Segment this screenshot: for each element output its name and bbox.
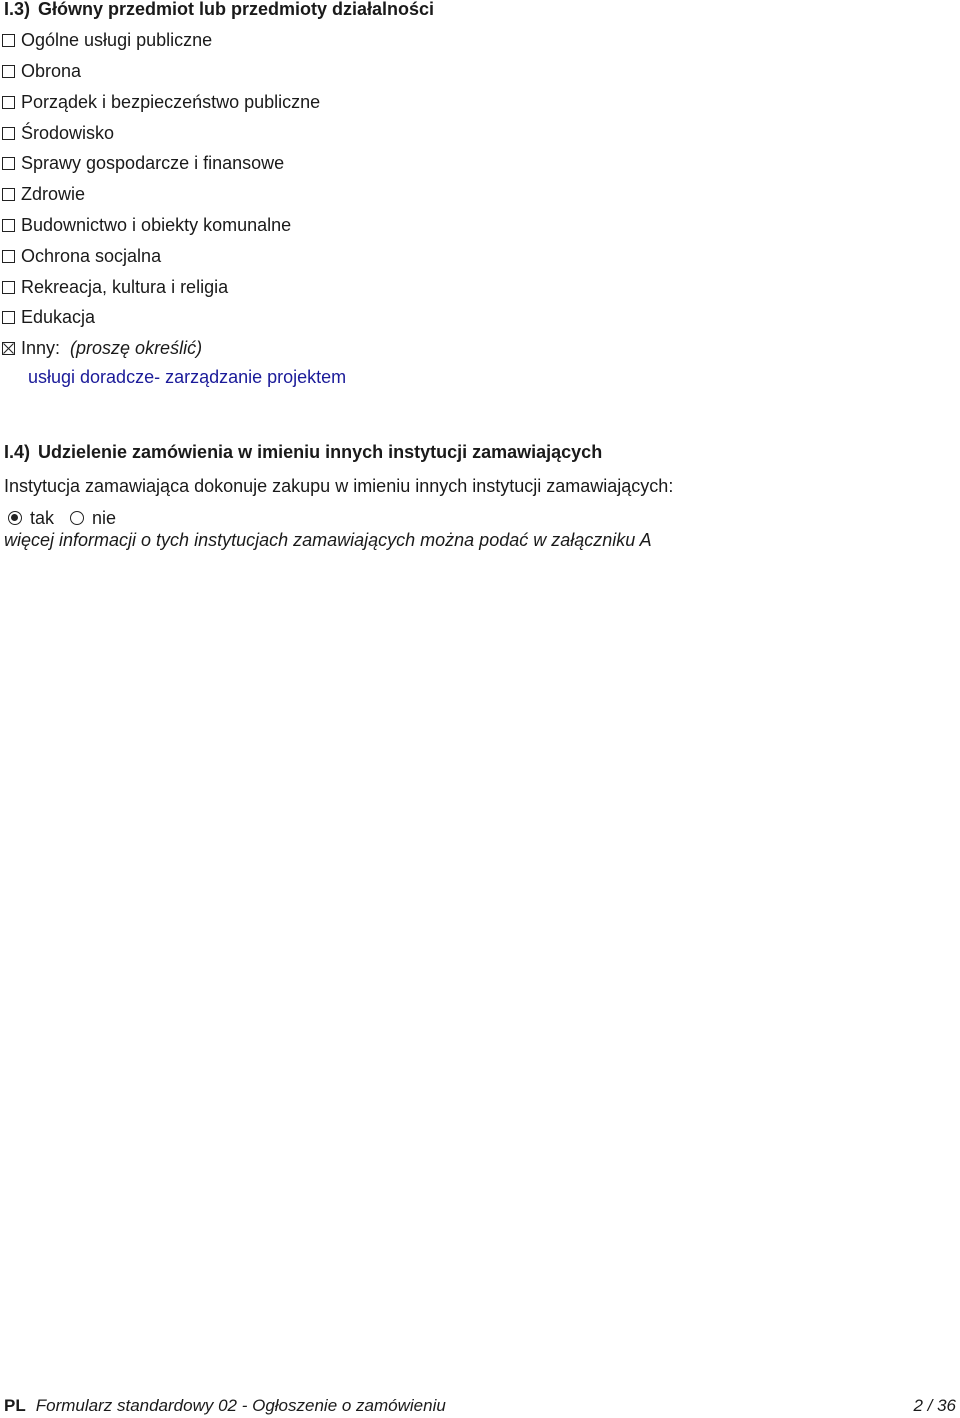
radio-empty-icon[interactable]	[70, 511, 84, 525]
activity-option-social-protection[interactable]	[2, 244, 161, 268]
radio-selected-icon[interactable]	[8, 511, 22, 525]
option-label: Sprawy gospodarcze i finansowe	[21, 152, 285, 173]
option-label: Obrona	[21, 60, 82, 81]
activity-option-public-order[interactable]	[2, 90, 320, 114]
activity-option-housing[interactable]	[2, 213, 291, 237]
checkbox-empty-icon[interactable]	[2, 281, 15, 294]
option-label: Rekreacja, kultura i religia	[21, 276, 229, 297]
cross-mark-icon	[2, 342, 15, 355]
option-label: Inny:	[21, 337, 61, 358]
activity-option-economic-affairs[interactable]	[2, 151, 284, 175]
activity-option-defence[interactable]	[2, 59, 81, 83]
option-label: Ogólne usługi publiczne	[21, 29, 213, 50]
activity-option-environment[interactable]	[2, 121, 114, 145]
section-i3-title	[4, 0, 434, 20]
annex-note: więcej informacji o tych instytucjach zamawiających można podać w załączniku A	[4, 530, 652, 550]
joint-procurement-question: Instytucja zamawiająca dokonuje zakupu w imieniu innych instytucji zamawiających:	[4, 476, 674, 496]
option-label: Środowisko	[21, 122, 115, 143]
activity-option-health[interactable]	[2, 182, 85, 206]
section-number: I.4)	[4, 442, 31, 462]
section-number: I.3)	[4, 0, 31, 19]
checkbox-empty-icon[interactable]	[2, 127, 15, 140]
other-activity-value: usługi doradcze- zarządzanie projektem	[28, 367, 347, 387]
checkbox-empty-icon[interactable]	[2, 65, 15, 78]
checkbox-empty-icon[interactable]	[2, 311, 15, 324]
footer-language: PL	[4, 1396, 26, 1415]
section-title-text: Udzielenie zamówienia w imieniu innych instytucji zamawiających	[38, 442, 603, 462]
section-title-text: Główny przedmiot lub przedmioty działalności	[38, 0, 435, 19]
activity-option-education[interactable]	[2, 305, 95, 329]
joint-procurement-radio-group	[8, 507, 132, 529]
footer-page-number: 2 / 36	[913, 1396, 956, 1415]
checkbox-empty-icon[interactable]	[2, 219, 15, 232]
activity-option-recreation[interactable]	[2, 275, 228, 299]
radio-label-yes[interactable]: tak	[30, 507, 55, 528]
activity-option-general-public-services[interactable]	[2, 28, 212, 52]
option-label: Porządek i bezpieczeństwo publiczne	[21, 91, 321, 112]
option-label: Zdrowie	[21, 183, 86, 204]
page-footer	[4, 1396, 956, 1416]
option-label: Ochrona socjalna	[21, 245, 162, 266]
activity-option-other[interactable]	[2, 336, 202, 360]
checkbox-empty-icon[interactable]	[2, 188, 15, 201]
option-label: Budownictwo i obiekty komunalne	[21, 214, 292, 235]
checkbox-empty-icon[interactable]	[2, 157, 15, 170]
checkbox-checked-icon[interactable]	[2, 342, 15, 355]
checkbox-empty-icon[interactable]	[2, 34, 15, 47]
other-specify-hint: (proszę określić)	[70, 337, 203, 358]
radio-label-no[interactable]: nie	[92, 507, 117, 528]
checkbox-empty-icon[interactable]	[2, 250, 15, 263]
option-label: Edukacja	[21, 306, 96, 327]
section-i4-title	[4, 441, 602, 463]
checkbox-empty-icon[interactable]	[2, 96, 15, 109]
footer-form-name: Formularz standardowy 02 - Ogłoszenie o zamówieniu	[35, 1396, 446, 1415]
